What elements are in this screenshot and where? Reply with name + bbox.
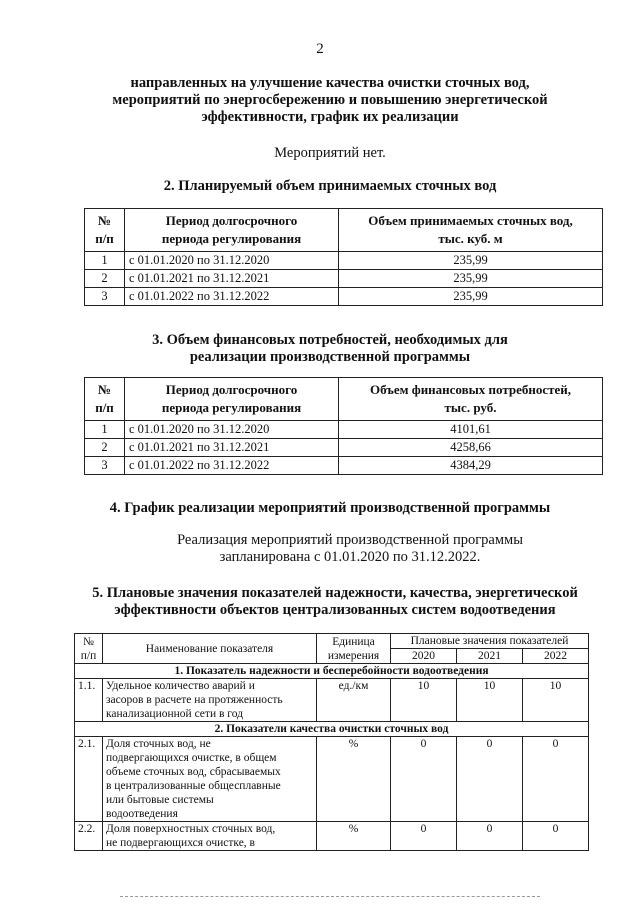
table-row [85, 270, 603, 288]
page-bottom-edge [120, 896, 540, 897]
group-heading: 2. Показатели качества очистки сточных вод [75, 722, 589, 737]
table-row [75, 737, 589, 822]
row-value: 0 [523, 822, 589, 851]
col-unit-header: Единица измерения [317, 634, 391, 664]
row-num: 2 [85, 439, 125, 457]
row-num: 1 [85, 421, 125, 439]
row-period: с 01.01.2022 по 31.12.2022 [125, 288, 339, 306]
section4-text-line: Реализация мероприятий производственной программы [177, 532, 523, 548]
page-number: 2 [316, 41, 324, 57]
no-measures-text: Мероприятий нет. [274, 145, 386, 161]
row-period: с 01.01.2022 по 31.12.2022 [125, 457, 339, 475]
row-value: 0 [391, 822, 457, 851]
section3-title-line: реализации производственной программы [189, 349, 471, 365]
row-value: 10 [391, 679, 457, 722]
col-name-header: Наименование показателя [103, 634, 317, 664]
row-value: 10 [457, 679, 523, 722]
col-period-header: Период долгосрочного периода регулирования [125, 209, 339, 252]
year-header: 2020 [391, 649, 457, 664]
col-num-header: № п/п [75, 634, 103, 664]
row-num: 2.1. [75, 737, 103, 822]
row-value: 4384,29 [339, 457, 603, 475]
col-volume-header: Объем принимаемых сточных вод, тыс. куб. м [339, 209, 603, 252]
row-value: 4101,61 [339, 421, 603, 439]
row-period: с 01.01.2020 по 31.12.2020 [125, 252, 339, 270]
group-heading: 1. Показатель надежности и бесперебойности водоотведения [75, 664, 589, 679]
table-row [85, 252, 603, 270]
col-plan-header: Плановые значения показателей [391, 634, 589, 649]
section3-title [60, 332, 600, 366]
table-row [75, 679, 589, 722]
intro-heading [60, 75, 600, 126]
table-row [85, 457, 603, 475]
row-value: 10 [523, 679, 589, 722]
row-num: 1.1. [75, 679, 103, 722]
row-value: 0 [457, 737, 523, 822]
section4-text [100, 532, 600, 566]
row-value: 235,99 [339, 270, 603, 288]
row-value: 0 [457, 822, 523, 851]
table-row [85, 421, 603, 439]
section4-text-line: запланирована с 01.01.2020 по 31.12.2022. [219, 549, 481, 565]
table-row [85, 439, 603, 457]
row-value: 235,99 [339, 288, 603, 306]
col-finance-header: Объем финансовых потребностей, тыс. руб. [339, 378, 603, 421]
col-period-header: Период долгосрочного периода регулирования [125, 378, 339, 421]
row-name: Удельное количество аварий и засоров в расчете на протяженность канализационной сети в год [103, 679, 317, 722]
intro-heading-line: мероприятий по энергосбережению и повышению энергетической [112, 92, 548, 108]
row-period: с 01.01.2020 по 31.12.2020 [125, 421, 339, 439]
row-period: с 01.01.2021 по 31.12.2021 [125, 439, 339, 457]
year-header: 2021 [457, 649, 523, 664]
section3-title-line: 3. Объем финансовых потребностей, необходимых для [152, 332, 508, 348]
col-num-header: № п/п [85, 209, 125, 252]
indicators-table [74, 633, 589, 851]
col-num-header: № п/п [85, 378, 125, 421]
row-unit: % [317, 737, 391, 822]
financial-needs-table [84, 377, 603, 475]
row-num: 1 [85, 252, 125, 270]
row-num: 3 [85, 288, 125, 306]
section5-title-line: 5. Плановые значения показателей надежности, качества, энергетической [92, 585, 578, 601]
row-value: 4258,66 [339, 439, 603, 457]
row-value: 235,99 [339, 252, 603, 270]
row-value: 0 [523, 737, 589, 822]
table-row [75, 822, 589, 851]
row-name: Доля сточных вод, не подвергающихся очистке, в общем объеме сточных вод, сбрасываемых в централизованные общесплавные или бытовые системы водоотведения [103, 737, 317, 822]
wastewater-volume-table [84, 208, 603, 306]
row-unit: ед./км [317, 679, 391, 722]
row-value: 0 [391, 737, 457, 822]
section2-title: 2. Планируемый объем принимаемых сточных вод [163, 178, 497, 194]
row-num: 3 [85, 457, 125, 475]
row-period: с 01.01.2021 по 31.12.2021 [125, 270, 339, 288]
row-num: 2.2. [75, 822, 103, 851]
row-num: 2 [85, 270, 125, 288]
year-header: 2022 [523, 649, 589, 664]
row-name: Доля поверхностных сточных вод, не подвергающихся очистке, в [103, 822, 317, 851]
intro-heading-line: эффективности, график их реализации [201, 109, 459, 125]
intro-heading-line: направленных на улучшение качества очистки сточных вод, [130, 75, 530, 91]
row-unit: % [317, 822, 391, 851]
section5-title [70, 585, 600, 619]
table-row [85, 288, 603, 306]
section4-title: 4. График реализации мероприятий производственной программы [109, 500, 551, 516]
section5-title-line: эффективности объектов централизованных систем водоотведения [114, 602, 556, 618]
